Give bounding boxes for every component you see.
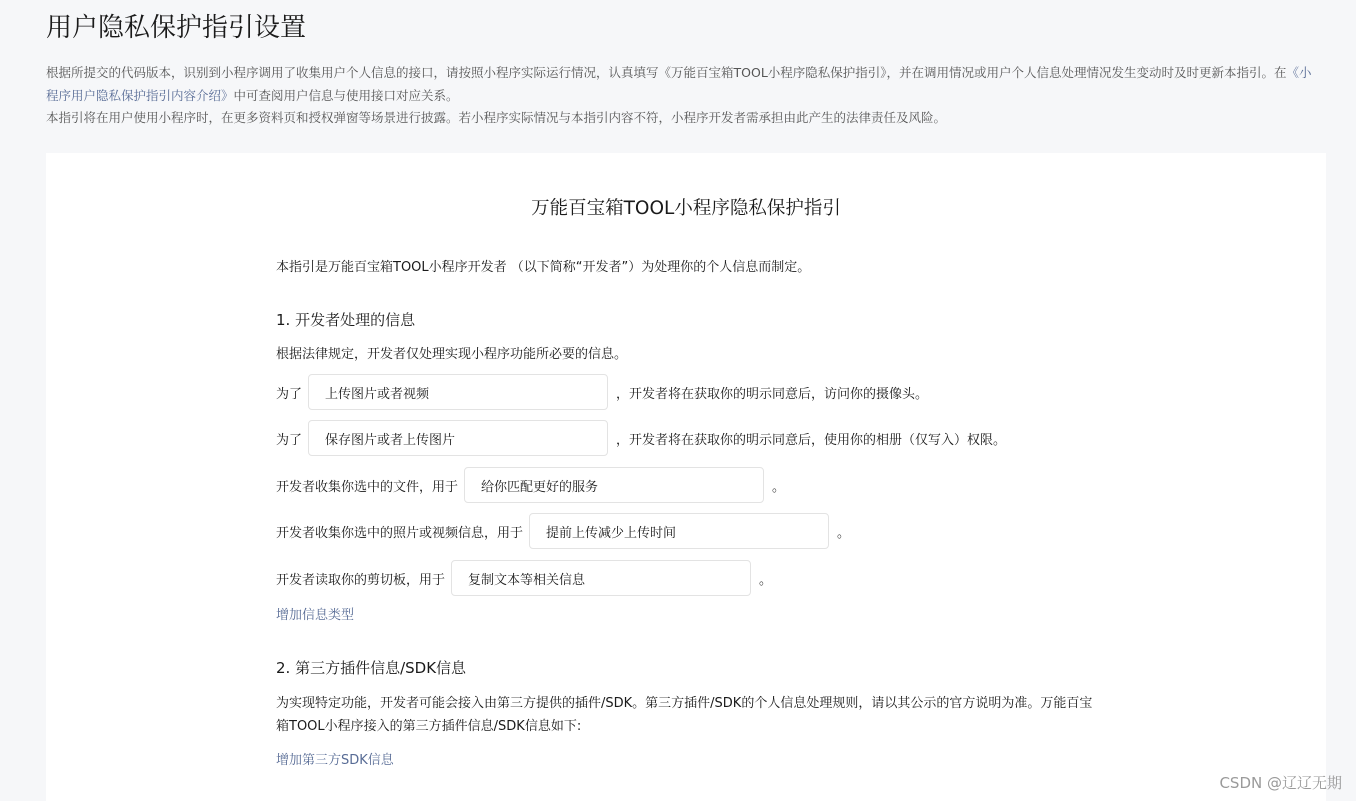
section-2-title: 2. 第三方插件信息/SDK信息 xyxy=(276,659,467,677)
info-row-prefix: 开发者收集你选中的文件，用于 xyxy=(276,479,459,495)
intro-paragraph-1 xyxy=(46,62,1324,107)
intro-text-part2: 中可查阅用户信息与使用接口对应关系。 xyxy=(233,87,459,103)
csdn-watermark: CSDN @辽辽无期 xyxy=(1219,774,1342,792)
privacy-guide-intro-link[interactable]: 《小程序用户隐私保护指引内容介绍》 xyxy=(46,65,1312,103)
purpose-input-camera[interactable] xyxy=(308,374,608,410)
info-row-suffix: ，开发者将在获取你的明示同意后，使用你的相册（仅写入）权限。 xyxy=(616,432,1007,448)
section-2-description: 为实现特定功能，开发者可能会接入由第三方提供的插件/SDK。第三方插件/SDK的个人信息处理规则，请以其公示的官方说明为准。万能百宝箱TOOL小程序接入的第三方插件信息/SDK信息如下: xyxy=(276,696,1093,734)
info-row-suffix: 。 xyxy=(759,572,773,588)
info-row-suffix: 。 xyxy=(837,525,851,541)
info-row-photos-videos xyxy=(276,513,850,549)
info-row-album xyxy=(276,420,1006,456)
section-1-title: 1. 开发者处理的信息 xyxy=(276,311,416,329)
intro-paragraph-2: 本指引将在用户使用小程序时，在更多资料页和授权弹窗等场景进行披露。若小程序实际情况与本指引内容不符，小程序开发者需承担由此产生的法律责任及风险。 xyxy=(46,110,947,125)
info-row-suffix: ，开发者将在获取你的明示同意后，访问你的摄像头。 xyxy=(616,386,929,402)
add-info-type-link[interactable]: 增加信息类型 xyxy=(276,608,355,623)
info-row-files xyxy=(276,467,785,503)
info-row-prefix: 为了 xyxy=(276,386,303,402)
document-title: 万能百宝箱TOOL小程序隐私保护指引 xyxy=(531,198,841,219)
intro-text xyxy=(46,62,1324,130)
section-1-description: 根据法律规定，开发者仅处理实现小程序功能所必要的信息。 xyxy=(276,347,628,362)
page-title: 用户隐私保护指引设置 xyxy=(46,13,307,43)
info-row-camera xyxy=(276,374,928,410)
purpose-input-clipboard[interactable] xyxy=(451,560,751,596)
document-preamble: 本指引是万能百宝箱TOOL小程序开发者 （以下简称“开发者”）为处理你的个人信息而制定。 xyxy=(276,260,811,275)
purpose-input-photos-videos[interactable] xyxy=(529,513,829,549)
purpose-input-album[interactable] xyxy=(308,420,608,456)
privacy-guide-card xyxy=(46,153,1326,801)
info-row-prefix: 为了 xyxy=(276,432,303,448)
info-row-prefix: 开发者读取你的剪切板，用于 xyxy=(276,572,446,588)
info-row-suffix: 。 xyxy=(772,479,786,495)
intro-text-part1: 根据所提交的代码版本，识别到小程序调用了收集用户个人信息的接口，请按照小程序实际运行情况，认真填写《万能百宝箱TOOL小程序隐私保护指引》，并在调用情况或用户个人信息处理情况发生变动时及时更新本指引。在 xyxy=(46,65,1287,80)
purpose-input-files[interactable] xyxy=(464,467,764,503)
add-third-party-sdk-link[interactable]: 增加第三方SDK信息 xyxy=(276,753,394,768)
info-row-prefix: 开发者收集你选中的照片或视频信息，用于 xyxy=(276,525,524,541)
info-row-clipboard xyxy=(276,560,772,596)
